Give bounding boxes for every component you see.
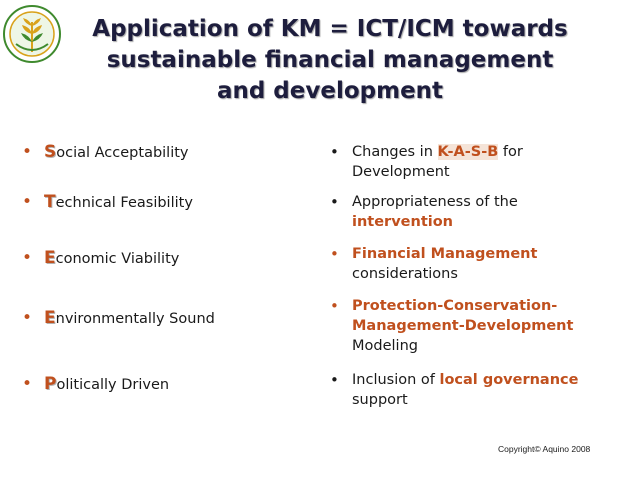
item-highlight: intervention bbox=[352, 214, 454, 230]
item-initial: S bbox=[44, 142, 57, 162]
item-text bbox=[352, 370, 622, 410]
bullet-icon: • bbox=[330, 371, 339, 389]
item-initial: P bbox=[44, 374, 57, 394]
bullet-icon: • bbox=[22, 308, 33, 328]
left-item-social bbox=[22, 142, 312, 163]
title-line-1: Application of KM = ICT/ICM towards bbox=[92, 16, 568, 42]
left-item-technical bbox=[22, 192, 312, 213]
right-item-kasb bbox=[330, 142, 630, 182]
item-highlight: local governance bbox=[439, 372, 579, 388]
bullet-icon: • bbox=[330, 193, 339, 211]
slide-title bbox=[70, 14, 590, 107]
item-highlight: K-A-S-B bbox=[437, 144, 499, 160]
item-text: echnical Feasibility bbox=[55, 195, 193, 211]
item-initial: E bbox=[44, 308, 56, 328]
item-text-pre: Appropriateness of the bbox=[352, 194, 518, 210]
bullet-icon: • bbox=[330, 245, 339, 263]
item-text: olitically Driven bbox=[56, 377, 170, 393]
item-text-pre: Inclusion of bbox=[352, 372, 440, 388]
right-item-local-governance bbox=[330, 370, 630, 410]
item-highlight: Protection-Conservation-Management-Development bbox=[352, 298, 574, 334]
item-text-post: support bbox=[352, 392, 408, 408]
right-item-financial-management bbox=[330, 244, 630, 284]
item-text bbox=[352, 142, 622, 182]
afraca-logo bbox=[2, 4, 62, 64]
item-text: conomic Viability bbox=[55, 251, 180, 267]
title-line-3: and development bbox=[216, 78, 444, 104]
bullet-icon: • bbox=[22, 142, 33, 162]
item-text bbox=[352, 244, 622, 284]
bullet-icon: • bbox=[22, 248, 33, 268]
item-text: nvironmentally Sound bbox=[55, 311, 215, 327]
item-text-pre: Changes in bbox=[352, 144, 438, 160]
right-item-protection-modeling bbox=[330, 296, 630, 356]
bullet-icon: • bbox=[330, 297, 339, 315]
item-text-post: for Development bbox=[352, 144, 523, 180]
left-item-environmental bbox=[22, 308, 312, 329]
bullet-icon: • bbox=[330, 143, 339, 161]
item-text bbox=[352, 192, 622, 232]
item-highlight: Financial Management bbox=[352, 246, 538, 262]
bullet-icon: • bbox=[22, 374, 33, 394]
right-item-appropriateness bbox=[330, 192, 630, 232]
left-item-political bbox=[22, 374, 312, 395]
copyright-notice: Copyright© Aquino 2008 bbox=[498, 444, 591, 454]
item-text bbox=[352, 296, 592, 356]
item-initial: E bbox=[44, 248, 56, 268]
title-line-2: sustainable financial management bbox=[106, 47, 554, 73]
item-text: ocial Acceptability bbox=[56, 145, 189, 161]
item-text-post: Modeling bbox=[352, 338, 418, 354]
item-text-post: considerations bbox=[352, 266, 458, 282]
bullet-icon: • bbox=[22, 192, 33, 212]
item-initial: T bbox=[44, 192, 56, 212]
left-item-economic bbox=[22, 248, 312, 269]
